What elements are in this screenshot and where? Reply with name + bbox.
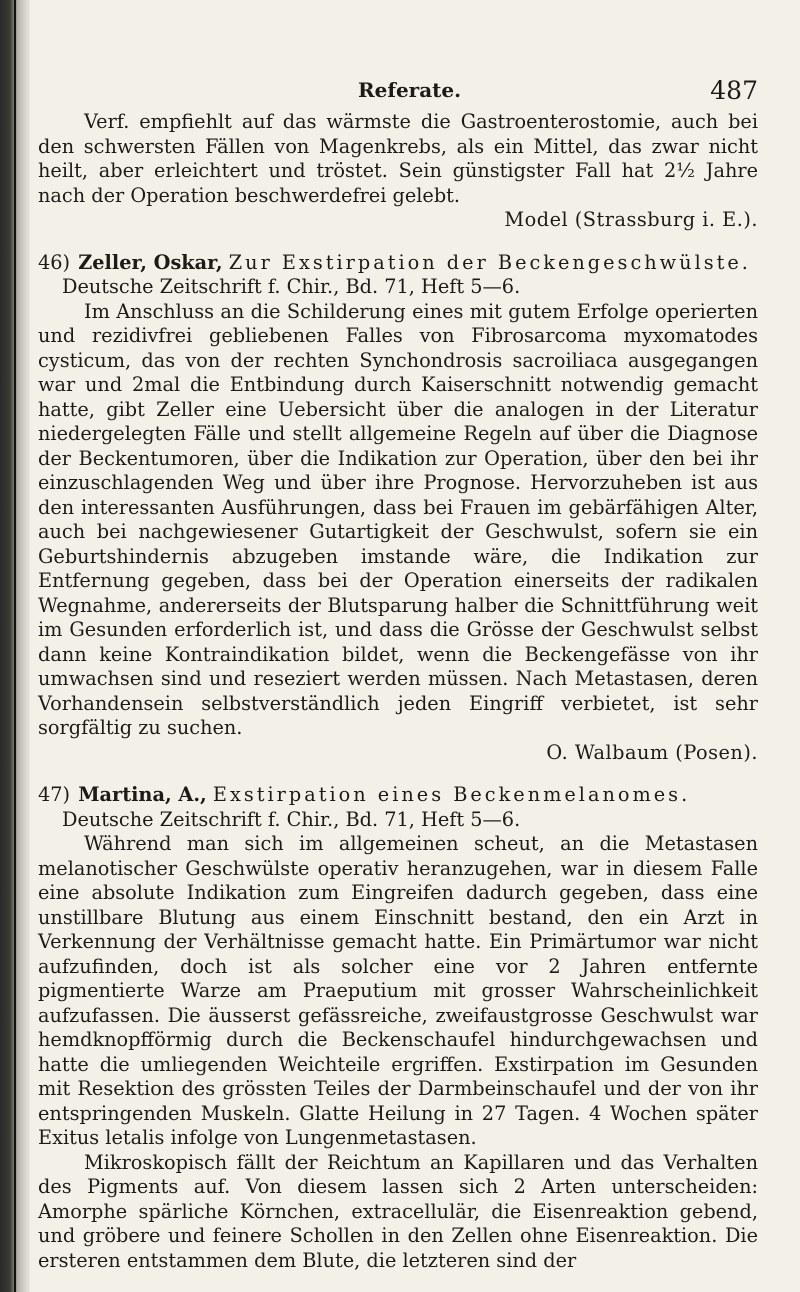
entry-title: Zur Exstirpation der Beckengeschwülste. <box>228 250 751 274</box>
binding-shadow-line <box>14 0 16 1292</box>
entry-body: Im Anschluss an die Schilderung eines mit gutem Erfolge operierten und rezidivfrei gebliebenen Falles von Fibrosarcoma myxomatodes cysticum, das von der rechten Synchondrosis sacroiliaca ausgegangen war und 2mal die Entbindung durch Kaiserschnitt notwendig gemacht hatte, gibt Zeller eine Uebersicht über die analogen in der Literatur niedergelegten Fälle und stellt allgemeine Regeln auf über die Diagnose der Beckentumoren, über die Indikation zur Operation, über den bei ihr einzuschlagenden Weg und über ihre Prognose. Hervorzuheben ist aus den interessanten Ausführungen, dass bei Frauen im gebärfähigen Alter, auch bei nachgewiesener Gutartigkeit der Geschwulst, sofern sie ein Geburtshindernis abzugeben imstande wäre, die Indikation zur Entfernung gegeben, dass bei der Operation einerseits der radikalen Wegnahme, andererseits der Blutsparung halber die Schnittführung weit im Gesunden erforderlich ist, und dass die Grösse der Geschwulst selbst dann keine Kontraindikation bildet, wenn die Beckengefässe von ihr umwachsen sind und reseziert werden müssen. Nach Metastasen, deren Vorhandensein selbstverständlich jeden Eingriff verbietet, ist sehr sorgfältig zu suchen. <box>38 299 758 739</box>
entry-title: Exstirpation eines Beckenmelanomes. <box>212 783 691 806</box>
entry-46 <box>38 251 758 766</box>
paragraph: Verf. empfiehlt auf das wärmste die Gastroenterostomie, auch bei den schwersten Fällen von Magenkrebs, als ein Mittel, das zwar nicht heilt, aber erleichtert und tröstet. Sein günstigster Fall hat 2½ Jahre nach der Operation beschwerdefrei gelebt. <box>38 110 758 207</box>
previous-entry-tail <box>38 110 758 233</box>
entry-body: Während man sich im allgemeinen scheut, an die Metastasen melanotischer Geschwülste operativ heranzugehen, war in diesem Falle eine absolute Indikation zum Eingreifen dadurch gegeben, dass eine unstillbare Blutung aus einem Einschnitt bestand, den ein Arzt in Verkennung der Verhältnisse gemacht hatte. Ein Primärtumor war nicht aufzufinden, doch ist als solcher eine vor 2 Jahren entfernte pigmentierte Warze am Praeputium mit grosser Wahrscheinlichkeit aufzufassen. Die äusserst gefässreiche, zweifaustgrosse Geschwulst war hemdknopfförmig durch die Beckenschaufel hindurchgewachsen und hatte die umliegenden Weichteile ergriffen. Exstirpation im Gesunden mit Resektion des grössten Teiles der Darmbeinschaufel und der von ihr entspringenden Muskeln. Glatte Heilung in 27 Tagen. 4 Wochen später Exitus letalis infolge von Lungenmetastasen. <box>38 832 758 1149</box>
entry-heading <box>38 251 758 276</box>
running-head: Referate. <box>358 78 462 102</box>
entry-number: 46) <box>38 250 71 274</box>
signature: O. Walbaum (Posen). <box>546 740 758 764</box>
entry-source: Deutsche Zeitschrift f. Chir., Bd. 71, Heft 5—6. <box>62 275 521 298</box>
signature: Model (Strassburg i. E.). <box>504 208 758 231</box>
book-page <box>38 70 758 1273</box>
page-number: 487 <box>710 76 758 105</box>
page-header <box>38 70 758 110</box>
entry-number: 47) <box>38 783 71 806</box>
entry-47 <box>38 783 758 1273</box>
entry-source: Deutsche Zeitschrift f. Chir., Bd. 71, Heft 5—6. <box>62 807 521 831</box>
entry-body-continued: Mikroskopisch fällt der Reichtum an Kapillaren und das Verhalten des Pigments auf. Von diesem lassen sich 2 Arten unterscheiden: Amorphe spärliche Körnchen, extracellulär, die Eisenreaktion gebend, und gröbere und feinere Schollen in den Zellen ohne Eisenreaktion. Die ersteren entstammen dem Blute, die letzteren sind der <box>38 1150 758 1272</box>
entry-heading <box>38 783 758 808</box>
entry-author: Zeller, Oskar, <box>78 250 223 274</box>
entry-author: Martina, A., <box>78 783 207 806</box>
